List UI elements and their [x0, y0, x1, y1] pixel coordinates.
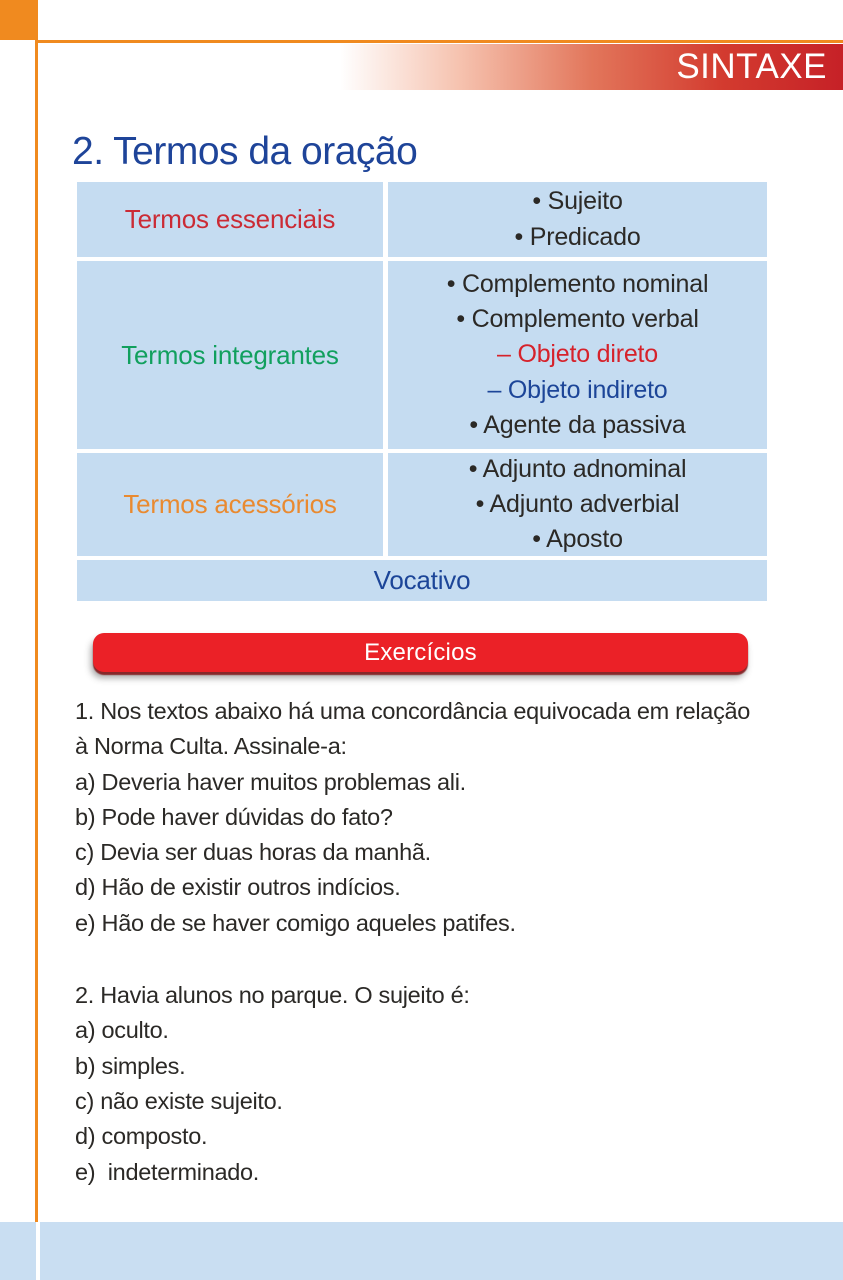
term-item: • Sujeito: [532, 187, 623, 216]
term-item-objeto-indireto: – Objeto indireto: [487, 375, 668, 404]
term-item: • Adjunto adnominal: [468, 454, 687, 483]
left-margin-line: [35, 43, 38, 1222]
terms-items-essenciais: [388, 182, 767, 257]
term-item: • Predicado: [514, 222, 641, 251]
term-item: • Aposto: [532, 525, 623, 554]
answer-option: e) Hão de se haver comigo aqueles patifes.: [75, 909, 516, 936]
footer-bar-gap: [36, 1222, 40, 1280]
section-banner: [340, 44, 843, 90]
page-title: 2. Termos da oração: [72, 130, 418, 174]
top-divider-line: [35, 40, 843, 43]
question-1: [75, 694, 787, 941]
answer-option: d) composto.: [75, 1123, 208, 1150]
vocativo-cell: Vocativo: [77, 560, 767, 601]
exercicios-banner-label: Exercícios: [364, 638, 477, 666]
answer-option: a) Deveria haver muitos problemas ali.: [75, 768, 466, 795]
answer-option: b) simples.: [75, 1052, 186, 1079]
exercicios-banner: [93, 633, 748, 672]
answer-option: c) Devia ser duas horas da manhã.: [75, 839, 431, 866]
terms-label-integrantes: Termos integrantes: [77, 261, 383, 449]
footer-bar: [0, 1222, 843, 1280]
terms-label-acessorios: Termos acessórios: [77, 453, 383, 556]
term-item: • Adjunto adverbial: [475, 489, 680, 518]
term-item: • Complemento nominal: [446, 269, 709, 298]
terms-items-integrantes: [388, 261, 767, 449]
terms-items-acessorios: [388, 453, 767, 556]
corner-accent-square: [0, 0, 38, 40]
question-2: [75, 978, 787, 1190]
section-banner-label: SINTAXE: [676, 47, 827, 86]
term-item: • Agente da passiva: [469, 410, 686, 439]
question-prompt-line: 2. Havia alunos no parque. O sujeito é:: [75, 982, 470, 1009]
term-item: • Complemento verbal: [456, 305, 699, 334]
question-prompt-line: 1. Nos textos abaixo há uma concordância equivocada em relação: [75, 698, 751, 724]
answer-option: e) indeterminado.: [75, 1158, 260, 1185]
terms-label-essenciais: Termos essenciais: [77, 182, 383, 257]
exercises-section: [75, 694, 787, 1190]
term-item-objeto-direto: – Objeto direto: [497, 340, 658, 369]
question-prompt-line: à Norma Culta. Assinale-a:: [75, 733, 347, 760]
terms-table: [77, 182, 767, 601]
answer-option: d) Hão de existir outros indícios.: [75, 874, 401, 901]
answer-option: a) oculto.: [75, 1017, 169, 1044]
answer-option: b) Pode haver dúvidas do fato?: [75, 803, 393, 830]
answer-option: c) não existe sujeito.: [75, 1087, 283, 1114]
